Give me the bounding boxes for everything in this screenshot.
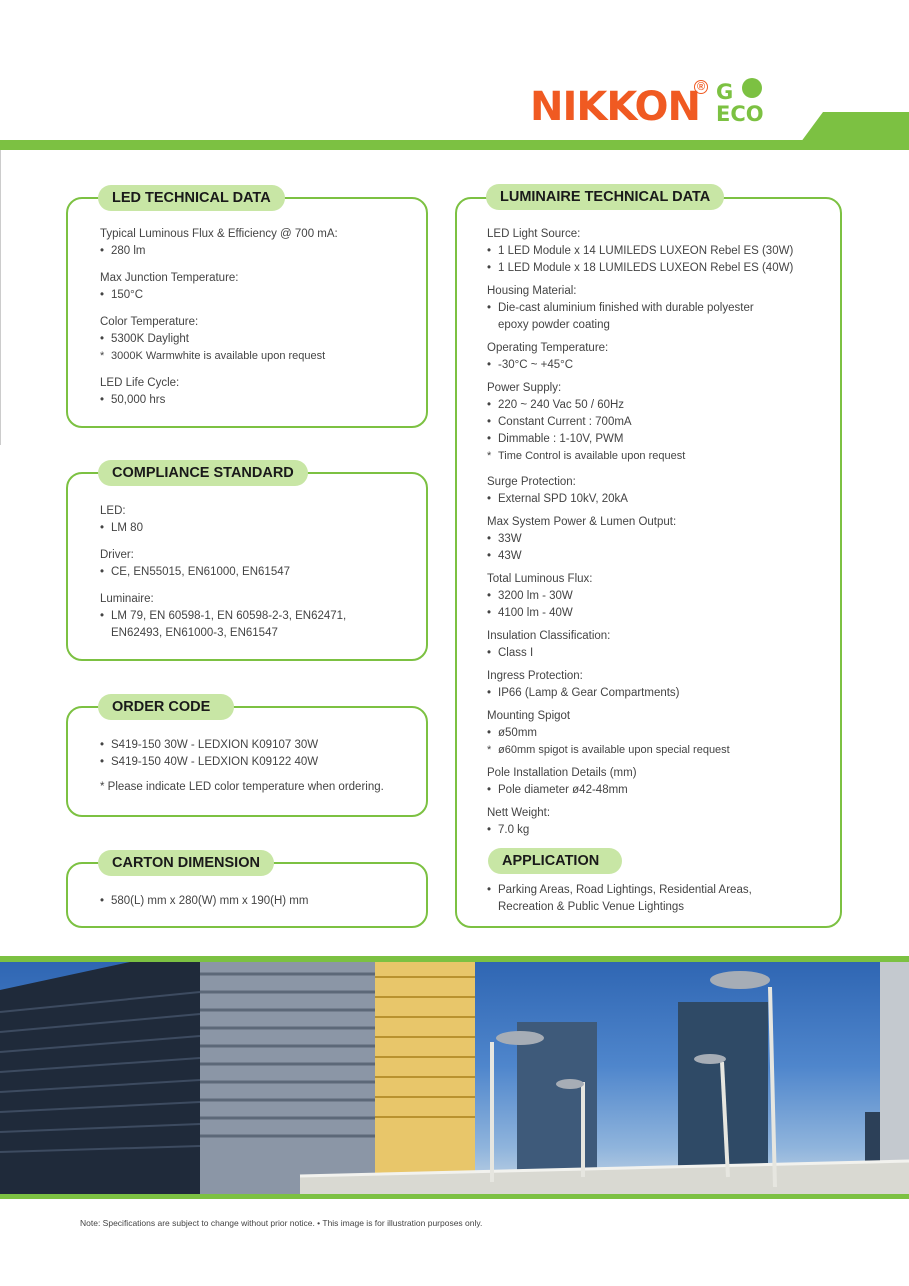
optemp-value: • -30°C ~ +45°C — [487, 357, 832, 374]
led-technical-content — [100, 226, 420, 409]
application-title: APPLICATION — [488, 848, 622, 874]
luminaire-std-label: Luminaire: — [100, 593, 154, 605]
life-label: LED Life Cycle: — [100, 377, 180, 389]
application-value-cont: Recreation & Public Venue Lightings — [498, 901, 685, 913]
luminaire-content — [487, 226, 832, 839]
photo-bottom-bar — [0, 1194, 909, 1199]
flux-label: Typical Luminous Flux & Efficiency @ 700 mA: — [100, 228, 338, 240]
led-technical-title: LED TECHNICAL DATA — [98, 185, 285, 211]
power-item: • Dimmable : 1-10V, PWM — [487, 431, 832, 448]
led-std-value: • LM 80 — [100, 520, 420, 537]
driver-label: Driver: — [100, 549, 134, 561]
order-code-item: • S419-150 40W - LEDXION K09122 40W — [100, 754, 420, 771]
order-code-content — [100, 737, 420, 796]
driver-value: • CE, EN55015, EN61000, EN61547 — [100, 564, 420, 581]
insulation-label: Insulation Classification: — [487, 630, 611, 642]
source-item: • 1 LED Module x 18 LUMILEDS LUXEON Rebel ES (40W) — [487, 260, 832, 277]
housing-label: Housing Material: — [487, 285, 577, 297]
application-value: • Parking Areas, Road Lightings, Residential Areas, — [487, 882, 832, 899]
optemp-label: Operating Temperature: — [487, 342, 609, 354]
order-code-title: ORDER CODE — [98, 694, 234, 720]
power-item: • 220 ~ 240 Vac 50 / 60Hz — [487, 397, 832, 414]
compliance-title: COMPLIANCE STANDARD — [98, 460, 308, 486]
city-illustration — [0, 962, 909, 1194]
order-code-item: • S419-150 30W - LEDXION K09107 30W — [100, 737, 420, 754]
housing-value: • Die-cast aluminium finished with durable polyester — [487, 300, 832, 317]
spigot-value: • ø50mm — [487, 725, 832, 742]
spigot-note: * ø60mm spigot is available upon special request — [487, 742, 832, 759]
insulation-value: • Class I — [487, 645, 832, 662]
power-label: Power Supply: — [487, 382, 562, 394]
source-item: • 1 LED Module x 14 LUMILEDS LUXEON Rebel ES (30W) — [487, 243, 832, 260]
color-temp-label: Color Temperature: — [100, 316, 199, 328]
ingress-label: Ingress Protection: — [487, 670, 583, 682]
junction-label: Max Junction Temperature: — [100, 272, 239, 284]
order-code-note: * Please indicate LED color temperature when ordering. — [100, 781, 384, 793]
maxpower-item: • 33W — [487, 531, 832, 548]
footer-note: Note: Specifications are subject to change without prior notice. • This image is for illustration purposes only. — [80, 1218, 483, 1228]
pole-value: • Pole diameter ø42-48mm — [487, 782, 832, 799]
surge-label: Surge Protection: — [487, 476, 576, 488]
color-temp-value: • 5300K Daylight — [100, 331, 420, 348]
luminaire-std-value-cont: EN62493, EN61000-3, EN61547 — [111, 627, 278, 639]
left-margin-line — [0, 150, 1, 445]
total-flux-item: • 4100 lm - 40W — [487, 605, 832, 622]
spigot-label: Mounting Spigot — [487, 710, 571, 722]
weight-value: • 7.0 kg — [487, 822, 832, 839]
source-label: LED Light Source: — [487, 228, 581, 240]
city-street-lights-photo — [0, 962, 909, 1194]
carton-value: • 580(L) mm x 280(W) mm x 190(H) mm — [100, 893, 420, 910]
weight-label: Nett Weight: — [487, 807, 551, 819]
color-temp-note: * 3000K Warmwhite is available upon request — [100, 348, 420, 365]
maxpower-label: Max System Power & Lumen Output: — [487, 516, 677, 528]
total-flux-item: • 3200 lm - 30W — [487, 588, 832, 605]
ingress-value: • IP66 (Lamp & Gear Compartments) — [487, 685, 832, 702]
junction-value: • 150°C — [100, 287, 420, 304]
carton-title: CARTON DIMENSION — [98, 850, 274, 876]
power-item: • Constant Current : 700mA — [487, 414, 832, 431]
flux-value: • 280 lm — [100, 243, 420, 260]
pole-label: Pole Installation Details (mm) — [487, 767, 637, 779]
maxpower-item: • 43W — [487, 548, 832, 565]
total-flux-label: Total Luminous Flux: — [487, 573, 593, 585]
power-note: * Time Control is available upon request — [487, 448, 832, 465]
led-std-label: LED: — [100, 505, 126, 517]
application-content — [487, 882, 832, 916]
life-value: • 50,000 hrs — [100, 392, 420, 409]
nikkon-logo: NIKKON — [530, 84, 701, 130]
surge-value: • External SPD 10kV, 20kA — [487, 491, 832, 508]
housing-value-cont: epoxy powder coating — [498, 319, 610, 331]
header-green-bar — [0, 140, 909, 150]
carton-content — [100, 893, 420, 910]
leaf-globe-icon — [742, 78, 762, 98]
registered-mark: ® — [694, 80, 708, 94]
compliance-content — [100, 503, 420, 642]
go-eco-logo: G ECO — [716, 80, 764, 126]
luminaire-title: LUMINAIRE TECHNICAL DATA — [486, 184, 724, 210]
luminaire-std-value: • LM 79, EN 60598-1, EN 60598-2-3, EN62471, — [100, 608, 420, 625]
